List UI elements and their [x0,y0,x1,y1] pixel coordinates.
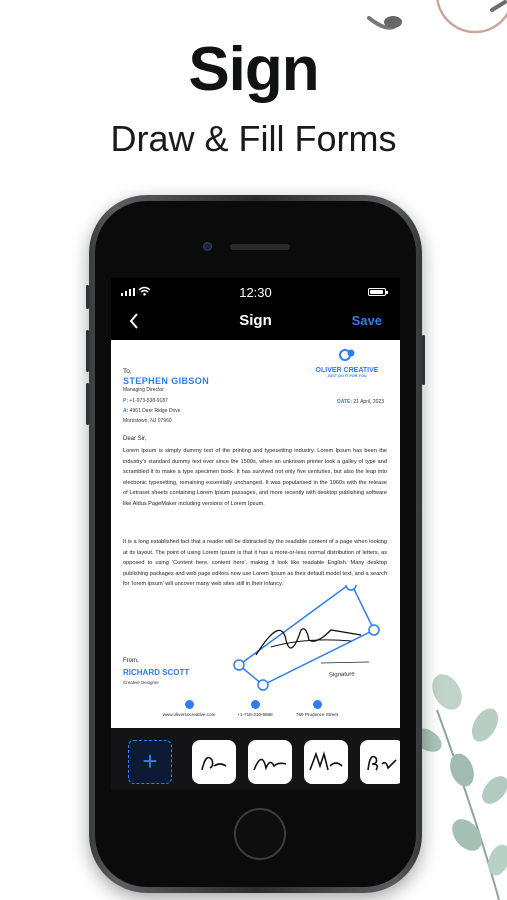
brand-name: OLIVER CREATIVE [315,367,379,374]
rotate-handle-icon[interactable] [346,585,356,590]
leaves-decoration [407,670,507,900]
gear-bulb-icon [338,348,356,362]
add-signature-button[interactable]: + [128,740,172,784]
signature-thumbnail[interactable] [360,740,400,784]
resize-handle-icon[interactable] [369,625,379,635]
battery-level [370,290,383,294]
footer-phone-text: +1-718-310-5588 [237,712,273,717]
phone-screen [111,278,400,790]
recipient-address [123,408,181,414]
signature-thumbnail[interactable] [304,740,348,784]
brand-block [312,348,382,378]
home-button[interactable] [234,808,286,860]
footer-address [277,700,357,717]
body-paragraph-1: Lorem Ipsum is simply dummy text of the printing and typesetting industry. Lorem Ipsum has been the industry's standard dummy text ever since the 1500s, when an unknown printer took a galley of type and scrambled it to make a type specimen book. It has survived not only five centuries, but also the leap into electronic typesetting, remaining essentially unchanged. It was popularised in the 1960s with the release of Letraset sheets containing Lorem Ipsum passages, and more recently with desktop publishing software like Aldus PageMaker including versions of Lorem Ipsum. [123,448,387,507]
document-page[interactable] [111,340,400,728]
globe-icon [185,700,194,709]
address-prefix: A: [123,408,129,414]
body-paragraph-2: It is a long established fact that a reader will be distracted by the readable content of a page when looking at its layout. The point of using Lorem Ipsum is that it has a more-or-less normal distribution of letters, as opposed to using 'Content here, content here', making it look like readable English. Many desktop publishing packages and web page editors now use Lorem Ipsum as their default model text, and a search for 'lorem ipsum' will uncover many web sites still in their infancy. [123,539,387,588]
volume-down-button [86,383,89,425]
from-label: From, [123,658,139,664]
status-time: 12:30 [239,285,272,300]
address-line1: 4961 Deer Ridge Drive [129,408,181,414]
status-bar [111,278,400,306]
mute-switch [86,285,89,309]
earpiece-speaker [230,244,290,250]
signature-selection-box[interactable] [211,585,391,695]
date-label: DATE: [337,399,353,405]
navigation-bar [111,306,400,340]
resize-handle-icon[interactable] [258,680,268,690]
front-camera [203,242,212,251]
rotate-handle-icon[interactable] [234,660,244,670]
date-value: 21 April, 2023 [353,399,384,405]
signature-thumbnail[interactable] [192,740,236,784]
recipient-name: STEPHEN GIBSON [123,376,210,386]
footer-address-text: 769 Prudence Street [295,712,339,717]
battery-icon [368,288,386,296]
sender-role: Creative Designer [123,680,160,685]
phone-icon [251,700,260,709]
save-button[interactable]: Save [351,313,382,328]
footer-website-text: www.oliversocreative.com [162,712,216,717]
sender-name: RICHARD SCOTT [123,668,190,677]
power-button [422,335,425,385]
phone-value: +1-973-538-9187 [129,398,168,404]
nav-title: Sign [239,312,272,329]
recipient-role: Managing Director [123,387,164,393]
date-line [337,399,384,405]
brand-tagline: JUST DO IT FOR YOU [327,374,367,378]
address-line2: Morristown, NJ 07960 [123,418,172,424]
salutation: Dear Sir, [123,436,147,442]
signature-label: Signature [328,671,355,679]
phone-prefix: P: [123,398,128,404]
recipient-phone [123,398,168,404]
location-pin-icon [313,700,322,709]
hero-title: Sign [188,35,319,104]
signature-thumbnail[interactable] [248,740,292,784]
volume-up-button [86,330,89,372]
hero-subtitle: Draw & Fill Forms [110,118,397,159]
to-label: To, [123,368,132,375]
